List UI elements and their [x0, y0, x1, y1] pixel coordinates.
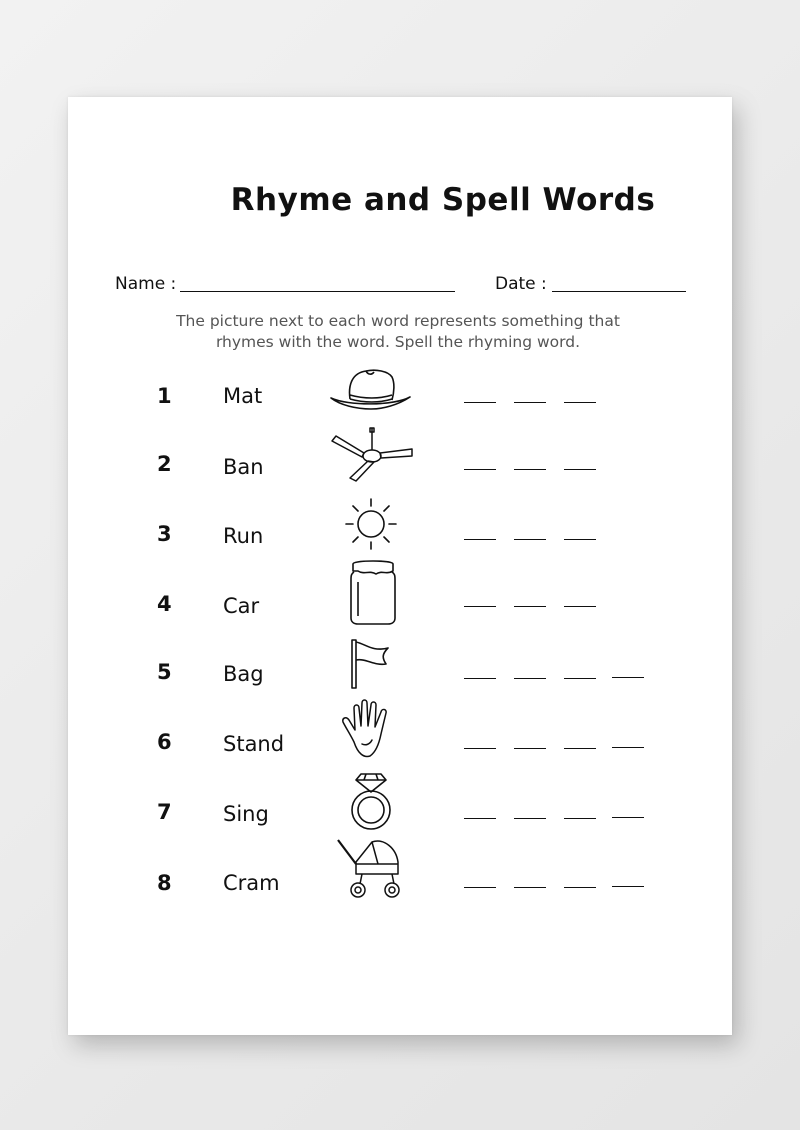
hat-icon: [328, 365, 414, 415]
flag-icon: [348, 636, 392, 690]
date-line[interactable]: [552, 291, 686, 292]
letter-blank[interactable]: [514, 469, 546, 470]
letter-blank[interactable]: [564, 402, 596, 403]
row-number: 1: [157, 384, 172, 408]
letter-blank[interactable]: [464, 402, 496, 403]
letter-blank[interactable]: [564, 539, 596, 540]
row-word: Car: [223, 594, 260, 618]
letter-blank[interactable]: [464, 606, 496, 607]
letter-blank[interactable]: [514, 539, 546, 540]
pram-icon: [336, 836, 406, 900]
letter-blank[interactable]: [564, 818, 596, 819]
hand-icon: [340, 698, 396, 762]
name-line[interactable]: [180, 291, 455, 292]
date-label: Date :: [495, 274, 547, 294]
row-word: Cram: [223, 871, 280, 895]
jar-icon: [346, 558, 400, 626]
row-number: 3: [157, 522, 172, 546]
word-row-6: [0, 720, 800, 790]
letter-blank[interactable]: [612, 747, 644, 748]
letter-blank[interactable]: [464, 887, 496, 888]
letter-blank[interactable]: [464, 469, 496, 470]
letter-blank[interactable]: [612, 886, 644, 887]
instructions-line-1: The picture next to each word represents something that: [176, 312, 620, 330]
letter-blank[interactable]: [464, 818, 496, 819]
letter-blank[interactable]: [514, 887, 546, 888]
row-word: Stand: [223, 732, 285, 756]
letter-blank[interactable]: [564, 606, 596, 607]
row-number: 5: [157, 660, 172, 684]
letter-blank[interactable]: [564, 748, 596, 749]
letter-blank[interactable]: [564, 469, 596, 470]
letter-blank[interactable]: [612, 817, 644, 818]
letter-blank[interactable]: [564, 887, 596, 888]
row-number: 4: [157, 592, 172, 616]
word-row-3: [0, 510, 800, 580]
row-word: Bag: [223, 662, 264, 686]
instructions: [148, 311, 648, 353]
name-label: Name :: [115, 274, 177, 294]
letter-blank[interactable]: [464, 748, 496, 749]
letter-blank[interactable]: [464, 539, 496, 540]
row-word: Sing: [223, 802, 269, 826]
letter-blank[interactable]: [514, 748, 546, 749]
sun-icon: [344, 497, 398, 551]
ceiling-fan-icon: [330, 426, 416, 482]
letter-blank[interactable]: [514, 678, 546, 679]
instructions-line-2: rhymes with the word. Spell the rhyming word.: [215, 333, 581, 351]
letter-blank[interactable]: [514, 606, 546, 607]
row-number: 7: [157, 800, 172, 824]
row-word: Ban: [223, 455, 264, 479]
letter-blank[interactable]: [564, 678, 596, 679]
row-word: Run: [223, 524, 264, 548]
letter-blank[interactable]: [514, 402, 546, 403]
letter-blank[interactable]: [514, 818, 546, 819]
row-number: 2: [157, 452, 172, 476]
letter-blank[interactable]: [612, 677, 644, 678]
ring-icon: [346, 768, 396, 832]
row-number: 6: [157, 730, 172, 754]
letter-blank[interactable]: [464, 678, 496, 679]
worksheet-title: Rhyme and Spell Words: [230, 182, 656, 218]
row-number: 8: [157, 871, 172, 895]
word-row-2: [0, 440, 800, 510]
word-row-4: [0, 580, 800, 650]
row-word: Mat: [223, 384, 263, 408]
word-row-8: [0, 860, 800, 930]
word-row-5: [0, 650, 800, 720]
